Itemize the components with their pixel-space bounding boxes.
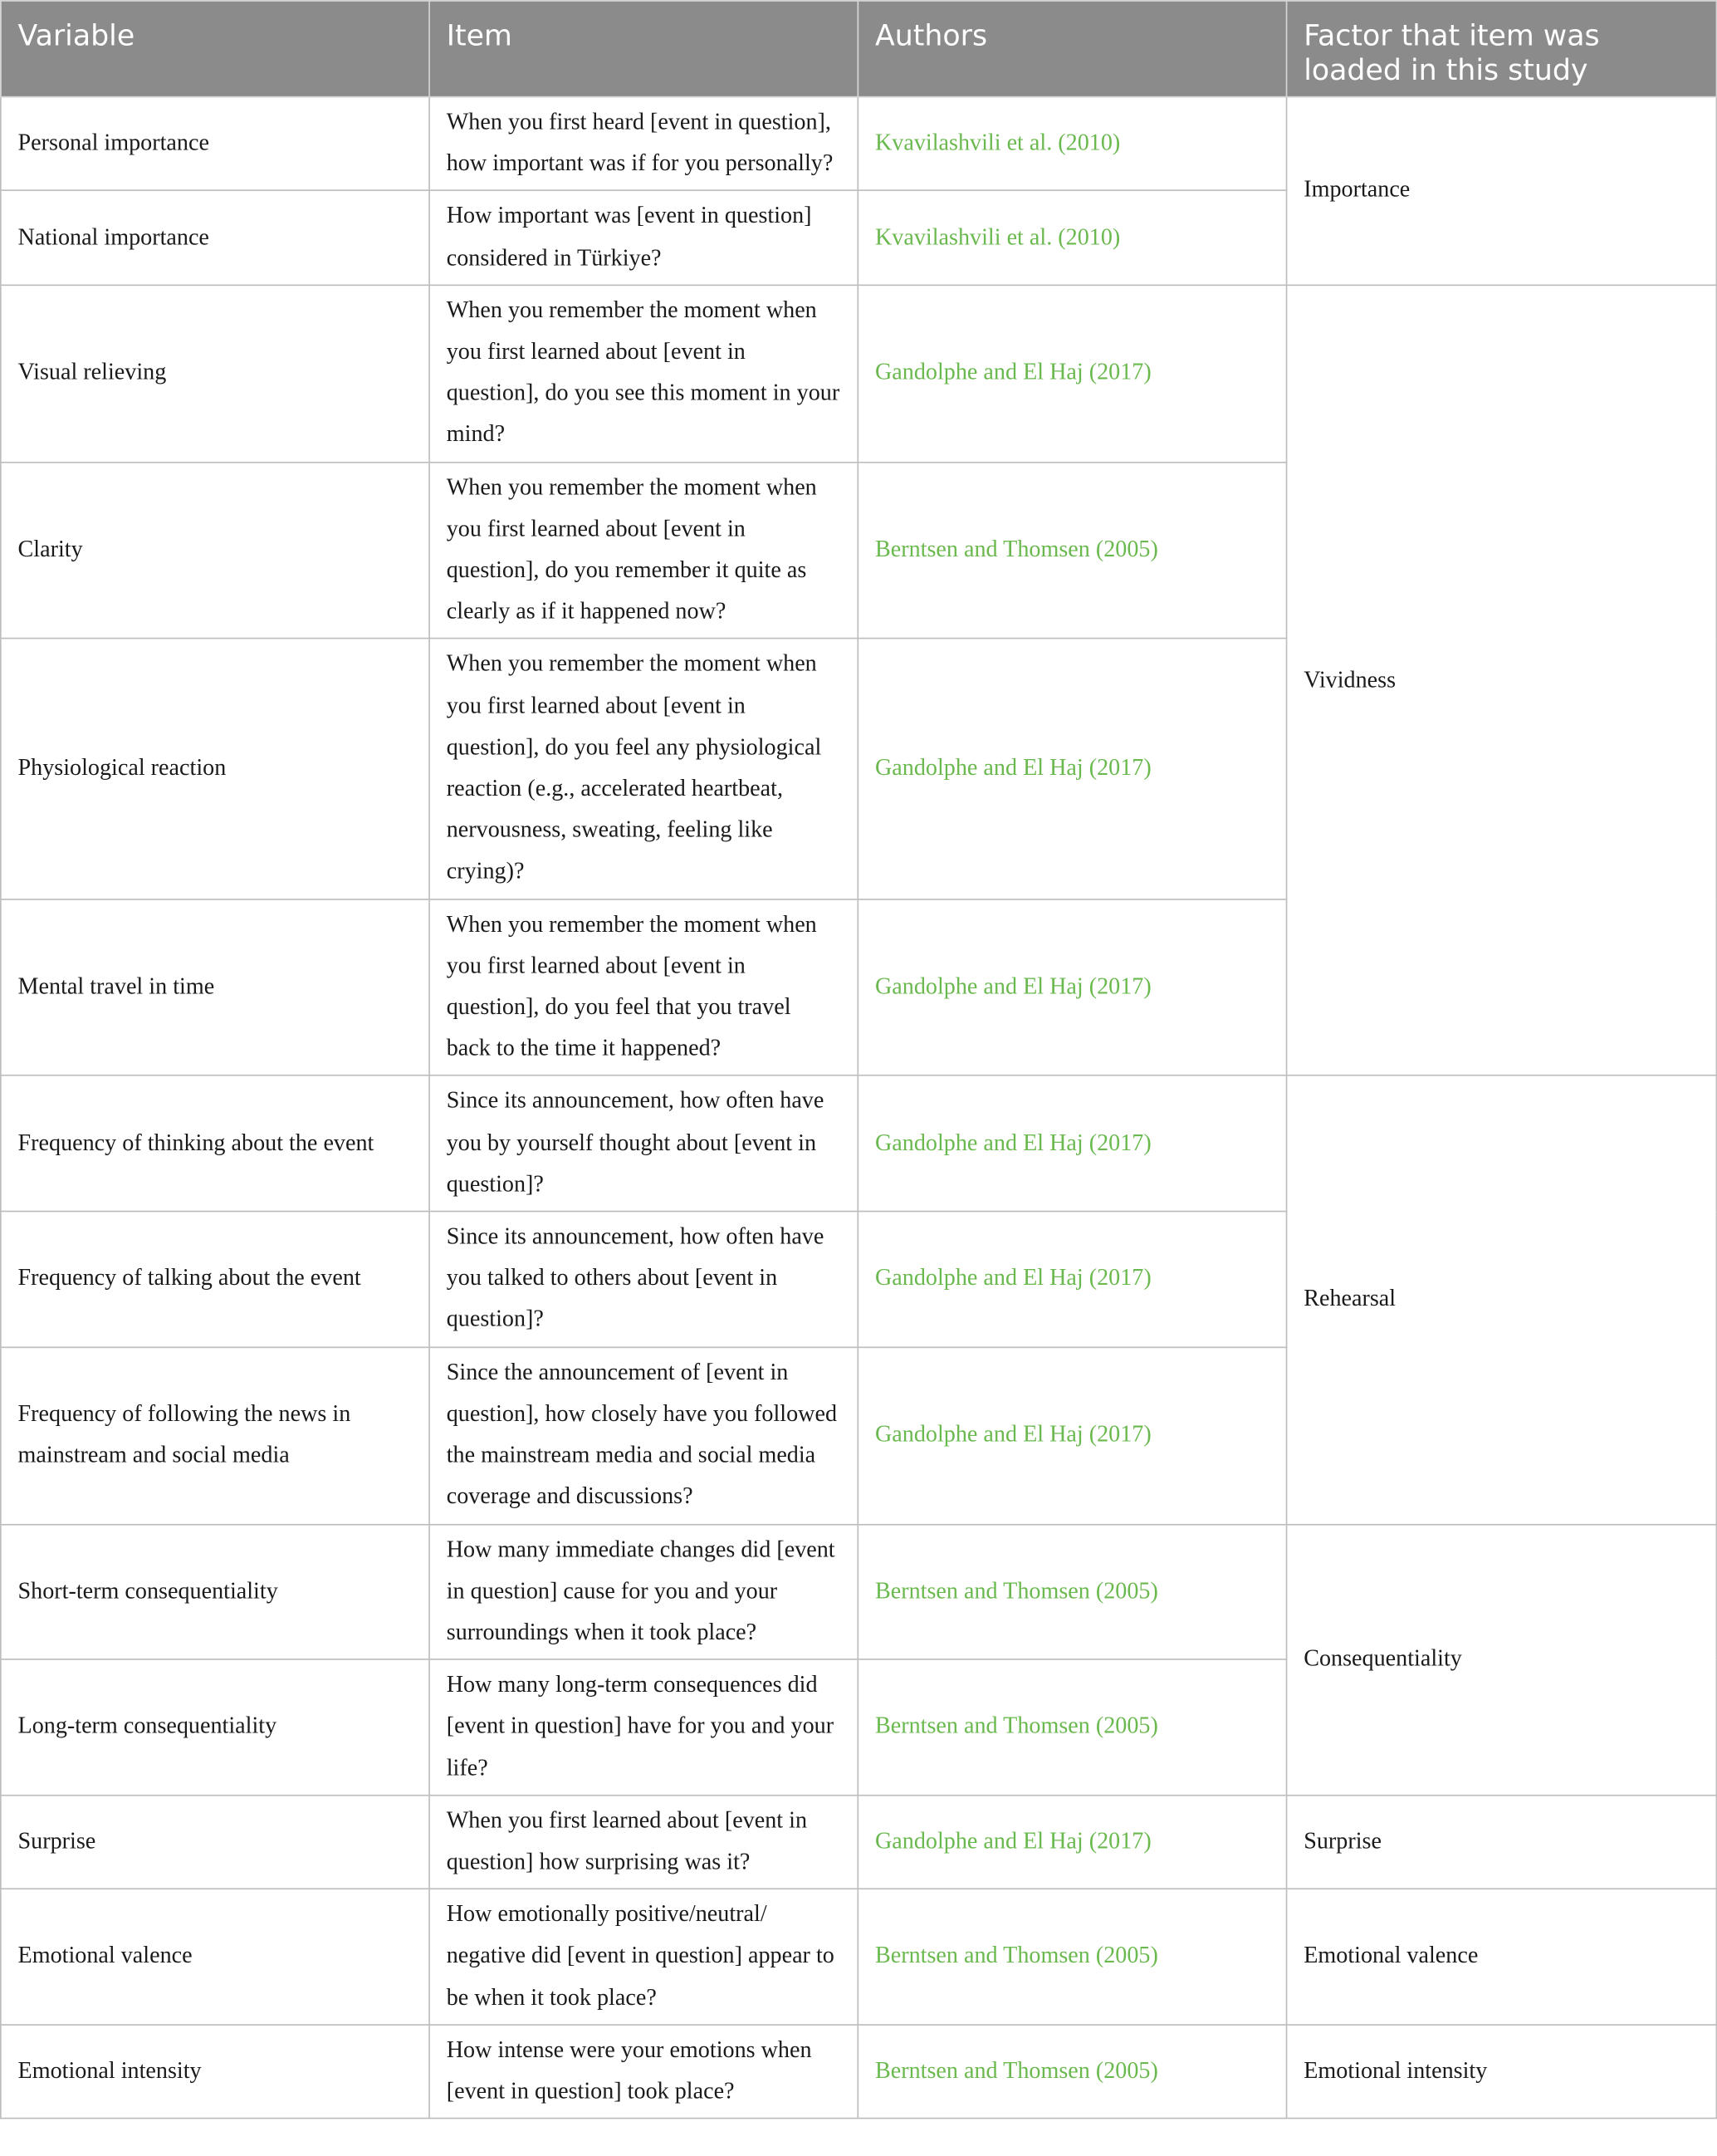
author-link[interactable]: Berntsen and Thomsen (2005) <box>858 462 1286 639</box>
author-link[interactable]: Gandolphe and El Haj (2017) <box>858 1347 1286 1524</box>
header-factor: Factor that item was loaded in this study <box>1287 1 1717 97</box>
table-row <box>1 1524 1717 1659</box>
author-link[interactable]: Gandolphe and El Haj (2017) <box>858 1212 1286 1347</box>
author-link[interactable]: Gandolphe and El Haj (2017) <box>858 285 1286 462</box>
variable-cell: Emotional intensity <box>1 2025 429 2119</box>
header-variable: Variable <box>1 1 429 97</box>
variable-cell: Frequency of thinking about the event <box>1 1076 429 1212</box>
variable-cell: Frequency of talking about the event <box>1 1212 429 1347</box>
factor-cell: Consequentiality <box>1287 1524 1717 1795</box>
author-link[interactable]: Berntsen and Thomsen (2005) <box>858 1659 1286 1795</box>
variable-cell: Visual relieving <box>1 285 429 462</box>
author-link[interactable]: Gandolphe and El Haj (2017) <box>858 1076 1286 1212</box>
table-row <box>1 1795 1717 1889</box>
author-link[interactable]: Kvavilashvili et al. (2010) <box>858 191 1286 285</box>
variable-cell: Emotional valence <box>1 1889 429 2024</box>
item-cell: Since its announcement, how often have you talked to others about [event in question]? <box>429 1212 858 1347</box>
table-row <box>1 97 1717 191</box>
factor-cell: Vividness <box>1287 285 1717 1076</box>
variable-cell: Personal importance <box>1 97 429 191</box>
item-cell: How important was [event in question] considered in Türkiye? <box>429 191 858 285</box>
table-row <box>1 1889 1717 2024</box>
variable-cell: Mental travel in time <box>1 899 429 1076</box>
header-row <box>1 1 1717 97</box>
factor-cell: Rehearsal <box>1287 1076 1717 1524</box>
table-row <box>1 1076 1717 1212</box>
item-cell: How intense were your emotions when [event in question] took place? <box>429 2025 858 2119</box>
item-cell: When you remember the moment when you first learned about [event in question], do you feel any physiological reaction (e.g., accelerated heartbeat, nervousness, sweating, feeling like crying)? <box>429 639 858 899</box>
author-link[interactable]: Berntsen and Thomsen (2005) <box>858 1889 1286 2024</box>
author-link[interactable]: Gandolphe and El Haj (2017) <box>858 639 1286 899</box>
item-cell: Since the announcement of [event in question], how closely have you followed the mainstream media and social media coverage and discussions? <box>429 1347 858 1524</box>
item-cell: When you first learned about [event in question] how surprising was it? <box>429 1795 858 1889</box>
factor-cell: Surprise <box>1287 1795 1717 1889</box>
item-cell: How many long-term consequences did [event in question] have for you and your life? <box>429 1659 858 1795</box>
variable-cell: Long-term consequentiality <box>1 1659 429 1795</box>
author-link[interactable]: Kvavilashvili et al. (2010) <box>858 97 1286 191</box>
author-link[interactable]: Berntsen and Thomsen (2005) <box>858 2025 1286 2119</box>
variable-cell: Physiological reaction <box>1 639 429 899</box>
item-cell: How emotionally positive/neutral/ negative did [event in question] appear to be when it took place? <box>429 1889 858 2024</box>
header-authors: Authors <box>858 1 1286 97</box>
table-row <box>1 2025 1717 2119</box>
item-cell: When you remember the moment when you first learned about [event in question], do you remember it quite as clearly as if it happened now? <box>429 462 858 639</box>
variable-cell: Clarity <box>1 462 429 639</box>
factor-cell: Emotional intensity <box>1287 2025 1717 2119</box>
variable-cell: National importance <box>1 191 429 285</box>
variable-cell: Surprise <box>1 1795 429 1889</box>
author-link[interactable]: Gandolphe and El Haj (2017) <box>858 899 1286 1076</box>
author-link[interactable]: Berntsen and Thomsen (2005) <box>858 1524 1286 1659</box>
item-cell: How many immediate changes did [event in question] cause for you and your surroundings when it took place? <box>429 1524 858 1659</box>
factor-cell: Importance <box>1287 97 1717 285</box>
table-row <box>1 285 1717 462</box>
author-link[interactable]: Gandolphe and El Haj (2017) <box>858 1795 1286 1889</box>
variable-cell: Frequency of following the news in mainstream and social media <box>1 1347 429 1524</box>
item-cell: When you remember the moment when you first learned about [event in question], do you feel that you travel back to the time it happened? <box>429 899 858 1076</box>
item-cell: When you first heard [event in question], how important was if for you personally? <box>429 97 858 191</box>
variable-cell: Short-term consequentiality <box>1 1524 429 1659</box>
factor-cell: Emotional valence <box>1287 1889 1717 2024</box>
header-item: Item <box>429 1 858 97</box>
item-cell: Since its announcement, how often have you by yourself thought about [event in question]? <box>429 1076 858 1212</box>
item-cell: When you remember the moment when you first learned about [event in question], do you see this moment in your mind? <box>429 285 858 462</box>
